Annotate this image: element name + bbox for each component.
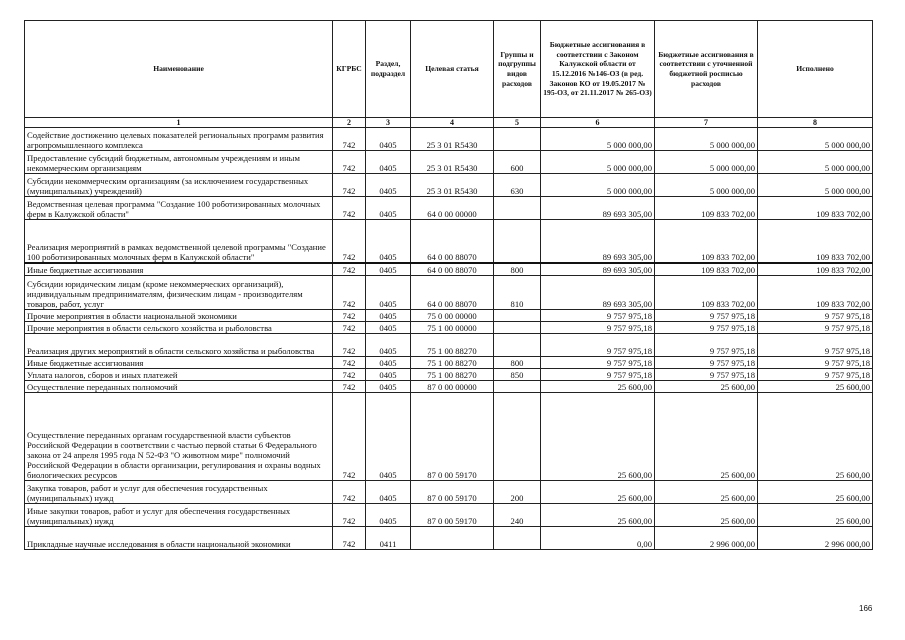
col-number: 3 [366, 118, 411, 128]
row-executed: 9 757 975,18 [758, 310, 873, 322]
table-header-row [25, 21, 873, 118]
row-name: Осуществление переданных органам государственной власти субъектов Российской Федерации в соответствии с частью первой статьи 6 Федерального закона от 24 апреля 1995 года N 52-ФЗ "О животном мире" полномочий Российской Федерации в области организации, регулирования и охраны водных биологических ресурсов [25, 393, 333, 481]
row-section: 0405 [366, 334, 411, 357]
row-target: 25 3 01 R5430 [411, 174, 494, 197]
row-section: 0405 [366, 276, 411, 310]
row-target: 75 1 00 00000 [411, 322, 494, 334]
row-executed: 9 757 975,18 [758, 357, 873, 369]
row-refined: 109 833 702,00 [655, 263, 758, 276]
row-target: 75 0 00 00000 [411, 310, 494, 322]
table-row [25, 481, 873, 504]
row-section: 0405 [366, 263, 411, 276]
row-budget: 9 757 975,18 [541, 334, 655, 357]
row-budget: 89 693 305,00 [541, 220, 655, 264]
row-target: 25 3 01 R5430 [411, 128, 494, 151]
table-row [25, 393, 873, 481]
row-target: 75 1 00 88270 [411, 357, 494, 369]
header-executed: Исполнено [758, 21, 873, 118]
row-section: 0405 [366, 174, 411, 197]
row-kgrbs: 742 [333, 174, 366, 197]
row-budget: 9 757 975,18 [541, 369, 655, 381]
row-budget: 5 000 000,00 [541, 151, 655, 174]
row-name: Реализация других мероприятий в области сельского хозяйства и рыболовства [25, 334, 333, 357]
table-row [25, 357, 873, 369]
table-row [25, 276, 873, 310]
row-executed: 9 757 975,18 [758, 369, 873, 381]
col-number: 2 [333, 118, 366, 128]
row-group: 600 [494, 151, 541, 174]
row-executed: 5 000 000,00 [758, 174, 873, 197]
row-executed: 109 833 702,00 [758, 263, 873, 276]
row-budget: 25 600,00 [541, 393, 655, 481]
row-kgrbs: 742 [333, 381, 366, 393]
row-budget: 9 757 975,18 [541, 322, 655, 334]
row-target: 87 0 00 59170 [411, 481, 494, 504]
row-refined: 9 757 975,18 [655, 322, 758, 334]
row-budget: 5 000 000,00 [541, 174, 655, 197]
row-refined: 5 000 000,00 [655, 151, 758, 174]
row-refined: 25 600,00 [655, 481, 758, 504]
row-executed: 109 833 702,00 [758, 220, 873, 264]
row-group: 800 [494, 357, 541, 369]
row-budget: 9 757 975,18 [541, 357, 655, 369]
row-refined: 5 000 000,00 [655, 128, 758, 151]
row-section: 0405 [366, 393, 411, 481]
row-budget: 25 600,00 [541, 381, 655, 393]
col-number: 5 [494, 118, 541, 128]
row-name: Субсидии юридическим лицам (кроме некоммерческих организаций), индивидуальным предпринимателям, физическим лицам - производителям товаров, работ, услуг [25, 276, 333, 310]
row-name: Иные бюджетные ассигнования [25, 357, 333, 369]
header-kgrbs: КГРБС [333, 21, 366, 118]
row-refined: 25 600,00 [655, 381, 758, 393]
row-refined: 25 600,00 [655, 393, 758, 481]
row-name: Прочие мероприятия в области национальной экономики [25, 310, 333, 322]
col-number: 7 [655, 118, 758, 128]
row-section: 0405 [366, 197, 411, 220]
row-group [494, 322, 541, 334]
row-target: 75 1 00 88270 [411, 334, 494, 357]
row-group: 630 [494, 174, 541, 197]
table-row [25, 151, 873, 174]
col-number: 1 [25, 118, 333, 128]
row-group [494, 393, 541, 481]
row-executed: 109 833 702,00 [758, 276, 873, 310]
row-refined: 9 757 975,18 [655, 334, 758, 357]
row-refined: 109 833 702,00 [655, 220, 758, 264]
row-group [494, 310, 541, 322]
row-kgrbs: 742 [333, 151, 366, 174]
table-row [25, 174, 873, 197]
row-executed: 2 996 000,00 [758, 527, 873, 550]
row-kgrbs: 742 [333, 504, 366, 527]
column-number-row [25, 118, 873, 128]
row-kgrbs: 742 [333, 220, 366, 264]
header-budget: Бюджетные ассигнования в соответствии с Законом Калужской области от 15.12.2016 №146-ОЗ (в ред. Законов КО от 19.05.2017 № 195-ОЗ, от 21.11.2017 № 265-ОЗ) [541, 21, 655, 118]
table-row [25, 322, 873, 334]
row-refined: 2 996 000,00 [655, 527, 758, 550]
row-section: 0411 [366, 527, 411, 550]
row-section: 0405 [366, 481, 411, 504]
row-target: 64 0 00 88070 [411, 276, 494, 310]
row-section: 0405 [366, 369, 411, 381]
row-group [494, 381, 541, 393]
row-section: 0405 [366, 381, 411, 393]
row-name: Закупка товаров, работ и услуг для обеспечения государственных (муниципальных) нужд [25, 481, 333, 504]
col-number: 4 [411, 118, 494, 128]
row-group: 240 [494, 504, 541, 527]
row-section: 0405 [366, 151, 411, 174]
table-row [25, 263, 873, 276]
row-target [411, 527, 494, 550]
table-row [25, 310, 873, 322]
row-section: 0405 [366, 220, 411, 264]
row-group: 810 [494, 276, 541, 310]
row-budget: 89 693 305,00 [541, 263, 655, 276]
table-row [25, 504, 873, 527]
row-section: 0405 [366, 322, 411, 334]
table-row [25, 334, 873, 357]
table-row [25, 197, 873, 220]
header-section: Раздел, подраздел [366, 21, 411, 118]
row-kgrbs: 742 [333, 334, 366, 357]
col-number: 8 [758, 118, 873, 128]
row-group [494, 527, 541, 550]
row-name: Прикладные научные исследования в области национальной экономики [25, 527, 333, 550]
row-name: Иные бюджетные ассигнования [25, 263, 333, 276]
row-kgrbs: 742 [333, 393, 366, 481]
row-group [494, 334, 541, 357]
row-section: 0405 [366, 357, 411, 369]
row-executed: 5 000 000,00 [758, 128, 873, 151]
row-executed: 25 600,00 [758, 504, 873, 527]
header-name: Наименование [25, 21, 333, 118]
row-section: 0405 [366, 128, 411, 151]
row-budget: 5 000 000,00 [541, 128, 655, 151]
row-refined: 9 757 975,18 [655, 310, 758, 322]
row-refined: 109 833 702,00 [655, 197, 758, 220]
row-target: 87 0 00 59170 [411, 504, 494, 527]
row-kgrbs: 742 [333, 276, 366, 310]
row-group: 200 [494, 481, 541, 504]
table-row [25, 381, 873, 393]
row-name: Реализация мероприятий в рамках ведомственной целевой программы "Создание 100 роботизированных молочных ферм в Калужской области" [25, 220, 333, 264]
row-name: Предоставление субсидий бюджетным, автономным учреждениям и иным некоммерческим организациям [25, 151, 333, 174]
row-kgrbs: 742 [333, 128, 366, 151]
row-target: 87 0 00 00000 [411, 381, 494, 393]
row-budget: 89 693 305,00 [541, 276, 655, 310]
row-executed: 109 833 702,00 [758, 197, 873, 220]
row-section: 0405 [366, 310, 411, 322]
row-name: Уплата налогов, сборов и иных платежей [25, 369, 333, 381]
row-section: 0405 [366, 504, 411, 527]
row-executed: 25 600,00 [758, 393, 873, 481]
row-name: Осуществление переданных полномочий [25, 381, 333, 393]
row-kgrbs: 742 [333, 263, 366, 276]
row-target: 64 0 00 00000 [411, 197, 494, 220]
row-refined: 9 757 975,18 [655, 369, 758, 381]
row-budget: 9 757 975,18 [541, 310, 655, 322]
row-refined: 25 600,00 [655, 504, 758, 527]
row-kgrbs: 742 [333, 369, 366, 381]
header-target: Целевая статья [411, 21, 494, 118]
row-target: 64 0 00 88070 [411, 220, 494, 264]
row-kgrbs: 742 [333, 481, 366, 504]
row-name: Иные закупки товаров, работ и услуг для обеспечения государственных (муниципальных) нужд [25, 504, 333, 527]
row-executed: 9 757 975,18 [758, 334, 873, 357]
row-kgrbs: 742 [333, 527, 366, 550]
row-name: Ведомственная целевая программа "Создание 100 роботизированных молочных ферм в Калужской области" [25, 197, 333, 220]
row-executed: 5 000 000,00 [758, 151, 873, 174]
row-kgrbs: 742 [333, 322, 366, 334]
table-row [25, 220, 873, 264]
row-target: 75 1 00 88270 [411, 369, 494, 381]
row-budget: 89 693 305,00 [541, 197, 655, 220]
row-kgrbs: 742 [333, 310, 366, 322]
col-number: 6 [541, 118, 655, 128]
budget-table [24, 20, 873, 550]
page-number: 166 [859, 604, 873, 613]
row-group [494, 128, 541, 151]
row-target: 87 0 00 59170 [411, 393, 494, 481]
row-group: 850 [494, 369, 541, 381]
row-target: 64 0 00 88070 [411, 263, 494, 276]
row-refined: 109 833 702,00 [655, 276, 758, 310]
header-refined: Бюджетные ассигнования в соответствии с уточненной бюджетной росписью расходов [655, 21, 758, 118]
row-budget: 25 600,00 [541, 504, 655, 527]
row-group [494, 220, 541, 264]
row-executed: 25 600,00 [758, 381, 873, 393]
row-kgrbs: 742 [333, 197, 366, 220]
table-row [25, 527, 873, 550]
row-refined: 9 757 975,18 [655, 357, 758, 369]
row-name: Субсидии некоммерческим организациям (за исключением государственных (муниципальных) учреждений) [25, 174, 333, 197]
row-name: Прочие мероприятия в области сельского хозяйства и рыболовства [25, 322, 333, 334]
row-group [494, 197, 541, 220]
row-group: 800 [494, 263, 541, 276]
row-kgrbs: 742 [333, 357, 366, 369]
header-groups: Группы и подгруппы видов расходов [494, 21, 541, 118]
row-executed: 25 600,00 [758, 481, 873, 504]
row-name: Содействие достижению целевых показателей региональных программ развития агропромышленного комплекса [25, 128, 333, 151]
row-budget: 0,00 [541, 527, 655, 550]
table-row [25, 369, 873, 381]
table-row [25, 128, 873, 151]
row-target: 25 3 01 R5430 [411, 151, 494, 174]
row-budget: 25 600,00 [541, 481, 655, 504]
row-refined: 5 000 000,00 [655, 174, 758, 197]
row-executed: 9 757 975,18 [758, 322, 873, 334]
